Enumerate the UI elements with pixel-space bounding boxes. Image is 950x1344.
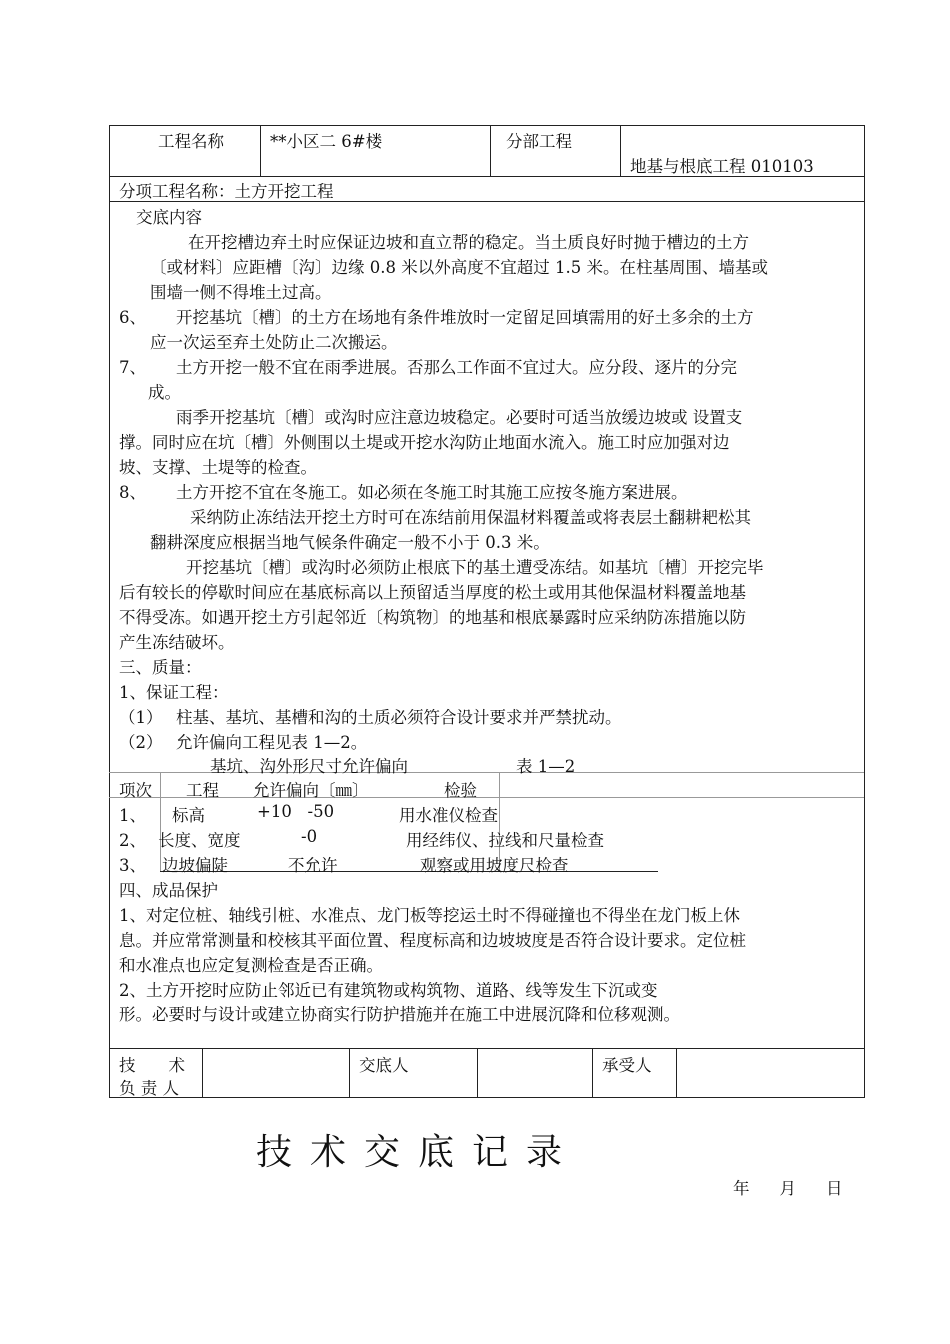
body-paragraph-1-line-2: 〔或材料〕应距槽〔沟〕边缘 0.8 米以外高度不宜超过 1.5 米。在柱基周围、墙基或 [150,258,768,277]
quality-item-2: 允许偏向工程见表 1—2。 [176,733,368,752]
footer-top-border [109,1048,865,1049]
row-1-method: 用水准仪检查 [399,806,498,825]
item-6-line-1: 开挖基坑〔槽〕的土方在场地有条件堆放时一定留足回填需用的好土多余的土方 [176,308,754,327]
table-caption: 基坑、沟外形尺寸允许偏向 [210,757,408,776]
table-right-border [864,125,865,1097]
project-name-value: **小区二 6#楼 [270,132,383,151]
row-2-no: 2、 [119,831,146,850]
table-header-no: 项次 [119,781,152,800]
table-top-border [109,125,865,126]
dev-table-header-line [109,797,864,798]
row-2-item: 长度、宽度 [158,831,241,850]
body-paragraph-2-line-2: 撑。同时应在坑〔槽〕外侧围以土堤或开挖水沟防止地面水流入。施工时应加强对边 [119,433,730,452]
item-7-number: 7、 [119,358,146,377]
date-line [733,1175,843,1199]
body-paragraph-2-line-1: 雨季开挖基坑〔槽〕或沟时应注意边坡稳定。必要时可适当放缓边坡或 设置支 [176,408,743,427]
header-col-divider-1 [260,125,261,176]
division-label: 分部工程 [506,132,572,151]
body-paragraph-1-line-1: 在开挖槽边弃土时应保证边坡和直立帮的稳定。当土质良好时抛于槽边的土方 [188,233,749,252]
dev-table-col-line-1 [160,772,161,871]
subitem-name: 分项工程名称：土方开挖工程 [119,182,334,201]
guarantee-heading: 1、保证工程： [119,683,229,702]
header-col-divider-2 [490,125,491,176]
content-heading: 交底内容 [136,208,202,227]
body-paragraph-3-line-2: 翻耕深度应根据当地气候条件确定一般不小于 0.3 米。 [150,533,550,552]
handover-person-label: 交底人 [359,1056,409,1075]
document-title: 技术交底记录 [256,1132,581,1173]
row-2-method: 用经纬仪、拉线和尺量检查 [406,831,604,850]
table-header-deviation: 允许偏向〔㎜〕 [253,781,369,800]
item-6-line-2: 应一次运至弃土处防止二次搬运。 [150,333,398,352]
quality-item-1-number: （1） [119,708,163,727]
row-3-item: 边坡偏陡 [162,856,228,875]
tech-lead-label-line-2: 负 责 人 [119,1079,179,1098]
quality-item-1: 柱基、基坑、基槽和沟的土质必须符合设计要求并严禁扰动。 [176,708,622,727]
body-paragraph-4-line-3: 不得受冻。如遇开挖土方引起邻近〔构筑物〕的地基和根底暴露时应采纳防冻措施以防 [119,608,746,627]
row-3-deviation: 不允许 [288,856,338,875]
header-col-divider-3 [620,125,621,176]
body-paragraph-4-line-4: 产生冻结破坏。 [119,633,235,652]
row-3-no: 3、 [119,856,146,875]
dev-table-bottom-line [160,871,658,872]
date-day: 日 [826,1179,843,1198]
division-value: 地基与根底工程 010103 [630,157,814,176]
footer-col-divider-1 [202,1048,203,1097]
body-paragraph-4-line-1: 开挖基坑〔槽〕或沟时必须防止根底下的基土遭受冻结。如基坑〔槽〕开挖完毕 [186,558,764,577]
footer-col-divider-4 [592,1048,593,1097]
table-bottom-border [109,1097,865,1098]
body-paragraph-4-line-2: 后有较长的停歇时间应在基底标高以上预留适当厚度的松土或用其他保温材料覆盖地基 [119,583,746,602]
receiver-label: 承受人 [602,1056,652,1075]
item-6-number: 6、 [119,308,146,327]
table-header-item: 工程 [186,781,219,800]
protection-1-line-3: 和水准点也应定复测检查是否正确。 [119,956,383,975]
quality-heading: 三、质量： [119,658,202,677]
row-1-deviation: +10 -50 [257,802,335,821]
footer-col-divider-5 [676,1048,677,1097]
protection-2-line-1: 2、土方开挖时应防止邻近已有建筑物或构筑物、道路、线等发生下沉或变 [119,981,658,1000]
tech-lead-label-line-1: 技 术 [119,1056,185,1075]
body-paragraph-3-line-1: 采纳防止冻结法开挖土方时可在冻结前用保温材料覆盖或将表层土翻耕耙松其 [190,508,751,527]
table-number: 表 1—2 [516,757,576,776]
table-left-border [109,125,110,1097]
row-2-deviation: -0 [301,827,318,846]
protection-1-line-2: 息。并应常常测量和校核其平面位置、程度标高和边坡坡度是否符合设计要求。定位桩 [119,931,746,950]
protection-heading: 四、成品保护 [119,881,218,900]
item-7-line-2: 成。 [148,383,181,402]
item-7-line-1: 土方开挖一般不宜在雨季进展。否那么工作面不宜过大。应分段、逐片的分完 [176,358,737,377]
item-8-line-1: 土方开挖不宜在冬施工。如必须在冬施工时其施工应按冬施方案进展。 [176,483,688,502]
row-3-method: 观察或用坡度尺检查 [420,856,569,875]
row-1-no: 1、 [119,806,146,825]
project-name-label: 工程名称 [158,132,224,151]
quality-item-2-number: （2） [119,733,163,752]
date-month: 月 [779,1179,796,1198]
protection-1-line-1: 1、对定位桩、轴线引桩、水准点、龙门板等挖运土时不得碰撞也不得坐在龙门板上休 [119,906,740,925]
body-paragraph-1-line-3: 围墙一侧不得堆土过高。 [150,283,332,302]
table-header-method: 检验 [444,781,477,800]
date-year: 年 [733,1179,750,1198]
protection-2-line-2: 形。必要时与设计或建立协商实行防护措施并在施工中进展沉降和位移观测。 [119,1005,680,1024]
row-1-item: 标高 [172,806,205,825]
footer-col-divider-2 [349,1048,350,1097]
item-8-number: 8、 [119,483,146,502]
body-paragraph-2-line-3: 坡、支撑、土堤等的检查。 [119,458,317,477]
footer-col-divider-3 [477,1048,478,1097]
